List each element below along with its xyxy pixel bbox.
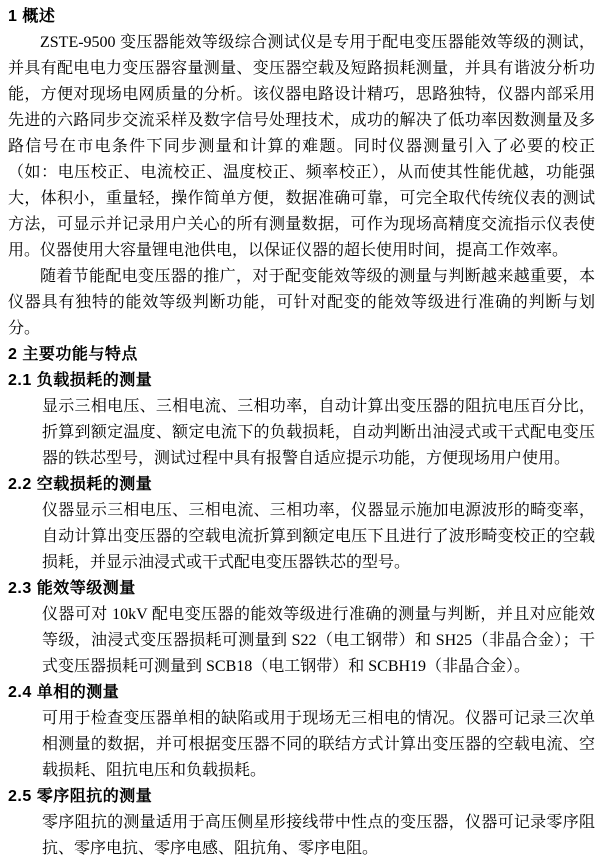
section-load-loss (8, 368, 595, 472)
overview-paragraph-2: 随着节能配电变压器的推广，对于配变能效等级的测量与判断越来越重要，本仪器具有独特的能效等级判断功能，可针对配变的能效等级进行准确的判断与划分。 (8, 268, 595, 337)
section-heading-zero-sequence: 2.5 零序阻抗的测量 (8, 788, 153, 805)
no-load-loss-paragraph: 仪器显示三相电压、三相电流、三相功率，仪器显示施加电源波形的畸变率，自动计算出变压器的空载电流折算到额定电压下且进行了波形畸变校正的空载损耗，并显示油浸式或干式配电变压器铁芯的型号。 (42, 502, 595, 571)
zero-sequence-paragraph: 零序阻抗的测量适用于高压侧星形接线带中性点的变压器，仪器可记录零序阻抗、零序电抗、零序电感、阻抗角、零序电阻。 (42, 814, 595, 857)
efficiency-grade-paragraph: 仪器可对 10kV 配电变压器的能效等级进行准确的测量与判断，并且对应能效等级，油浸式变压器损耗可测量到 S22（电工钢带）和 SH25（非晶合金）；干式变压器损耗可测量到 SCB18（电工钢带）和 SCBH19（非晶合金）。 (42, 606, 595, 675)
section-efficiency-grade (8, 576, 595, 680)
section-heading-single-phase: 2.4 单相的测量 (8, 684, 120, 701)
section-features (8, 342, 595, 368)
section-heading-features: 2 主要功能与特点 (8, 346, 138, 363)
section-heading-no-load-loss: 2.2 空载损耗的测量 (8, 476, 153, 493)
section-heading-efficiency-grade: 2.3 能效等级测量 (8, 580, 136, 597)
overview-paragraph-1: ZSTE-9500 变压器能效等级综合测试仪是专用于配电变压器能效等级的测试，并具有配电电力变压器容量测量、变压器空载及短路损耗测量，并具有谐波分析功能，方便对现场电网质量的分析。该仪器电路设计精巧，思路独特，仪器内部采用先进的六路同步交流采样及数字信号处理技术，成功的解决了低功率因数测量及多路信号在市电条件下同步测量和计算的难题。同时仪器测量引入了必要的校正（如：电压校正、电流校正、温度校正、频率校正），从而使其性能优越，功能强大，体积小，重量轻，操作简单方便，数据准确可靠，可完全取代传统仪表的测试方法，可显示并记录用户关心的所有测量数据，可作为现场高精度交流指示仪表使用。仪器使用大容量锂电池供电，以保证仪器的超长使用时间，提高工作效率。 (8, 34, 595, 259)
section-overview (8, 4, 595, 342)
section-heading-overview: 1 概述 (8, 8, 56, 25)
section-heading-load-loss: 2.1 负载损耗的测量 (8, 372, 153, 389)
section-single-phase (8, 680, 595, 784)
load-loss-paragraph: 显示三相电压、三相电流、三相功率，自动计算出变压器的阻抗电压百分比，折算到额定温度、额定电流下的负载损耗，自动判断出油浸式或干式配电变压器的铁芯型号，测试过程中具有报警自适应提示功能，方便现场用户使用。 (42, 398, 595, 467)
section-no-load-loss (8, 472, 595, 576)
single-phase-paragraph: 可用于检查变压器单相的缺陷或用于现场无三相电的情况。仪器可记录三次单相测量的数据，并可根据变压器不同的联结方式计算出变压器的空载电流、空载损耗、阻抗电压和负载损耗。 (42, 710, 595, 779)
section-zero-sequence (8, 784, 595, 862)
